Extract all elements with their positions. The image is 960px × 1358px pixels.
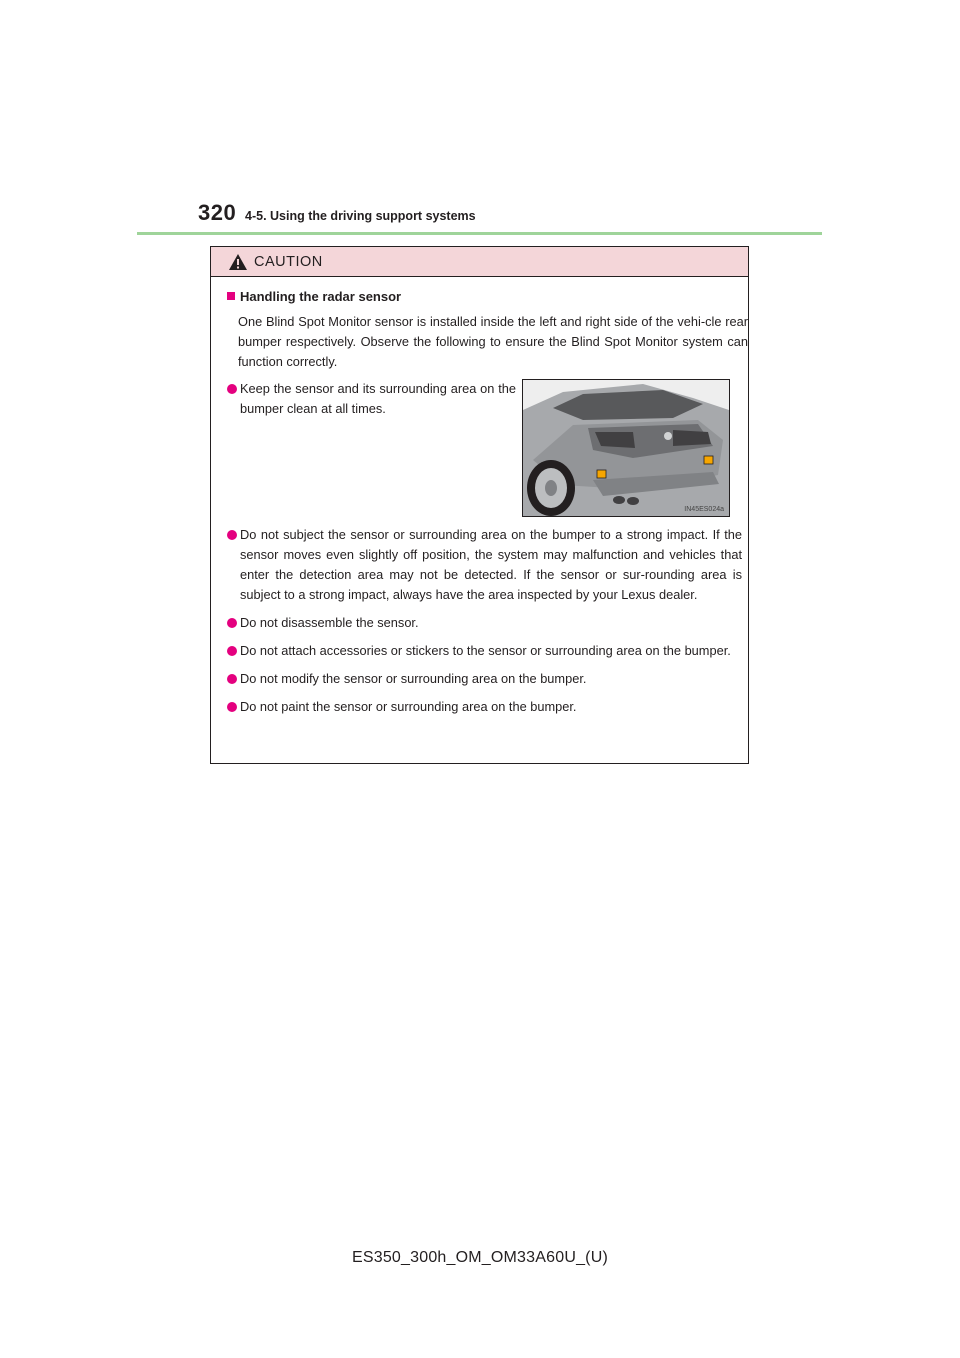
section-title: 4-5. Using the driving support systems: [245, 209, 476, 223]
caution-content: [211, 277, 748, 717]
list-item-text: Do not modify the sensor or surrounding area on the bumper.: [240, 671, 587, 686]
list-item-text: Do not paint the sensor or surrounding area on the bumper.: [240, 699, 577, 714]
subheading: [227, 289, 743, 304]
circle-bullet-icon: [227, 384, 237, 394]
circle-bullet-icon: [227, 618, 237, 628]
footer-doc-code: ES350_300h_OM_OM33A60U_(U): [351, 1249, 608, 1266]
caution-title: CAUTION: [254, 253, 323, 270]
list-item: [227, 641, 743, 661]
circle-bullet-icon: [227, 674, 237, 684]
car-rear-drawing: [523, 380, 729, 516]
warning-triangle-icon: [228, 253, 248, 271]
circle-bullet-icon: [227, 702, 237, 712]
circle-bullet-icon: [227, 530, 237, 540]
page-number: 320: [198, 200, 237, 225]
list-item-text: Do not attach accessories or stickers to the sensor or surrounding area on the bumper.: [240, 643, 731, 658]
list-item: [227, 613, 743, 633]
list-item: [227, 669, 743, 689]
list-item: [227, 379, 516, 517]
list-item-text: Do not subject the sensor or surrounding area on the bumper to a strong impact. If the sensor moves even slightly off position, the system may malfunction and vehicles that enter the detection area may not be detected. If the sensor or sur-rounding area is subject to a strong impact, always have the area inspected by your Lexus dealer.: [240, 527, 742, 602]
circle-bullet-icon: [227, 646, 237, 656]
list-item-text: Do not disassemble the sensor.: [240, 615, 419, 630]
page-header: [0, 0, 960, 240]
car-rear-illustration: [522, 379, 730, 517]
list-item: [227, 697, 743, 717]
square-bullet-icon: [227, 292, 235, 300]
header-divider: [137, 232, 822, 235]
caution-header: [211, 247, 748, 277]
illustration-code: IN45ES024a: [684, 506, 724, 513]
list-item: [227, 525, 743, 605]
bullet-with-illustration: [227, 379, 743, 517]
list-item-text: Keep the sensor and its surrounding area on the bumper clean at all times.: [240, 381, 516, 416]
subheading-text: Handling the radar sensor: [240, 289, 402, 304]
intro-paragraph: One Blind Spot Monitor sensor is installed inside the left and right side of the vehi-cle rear bumper respectively. Observe the following to ensure the Blind Spot Monitor system can function correctly.: [238, 314, 748, 369]
caution-box: [210, 246, 749, 764]
